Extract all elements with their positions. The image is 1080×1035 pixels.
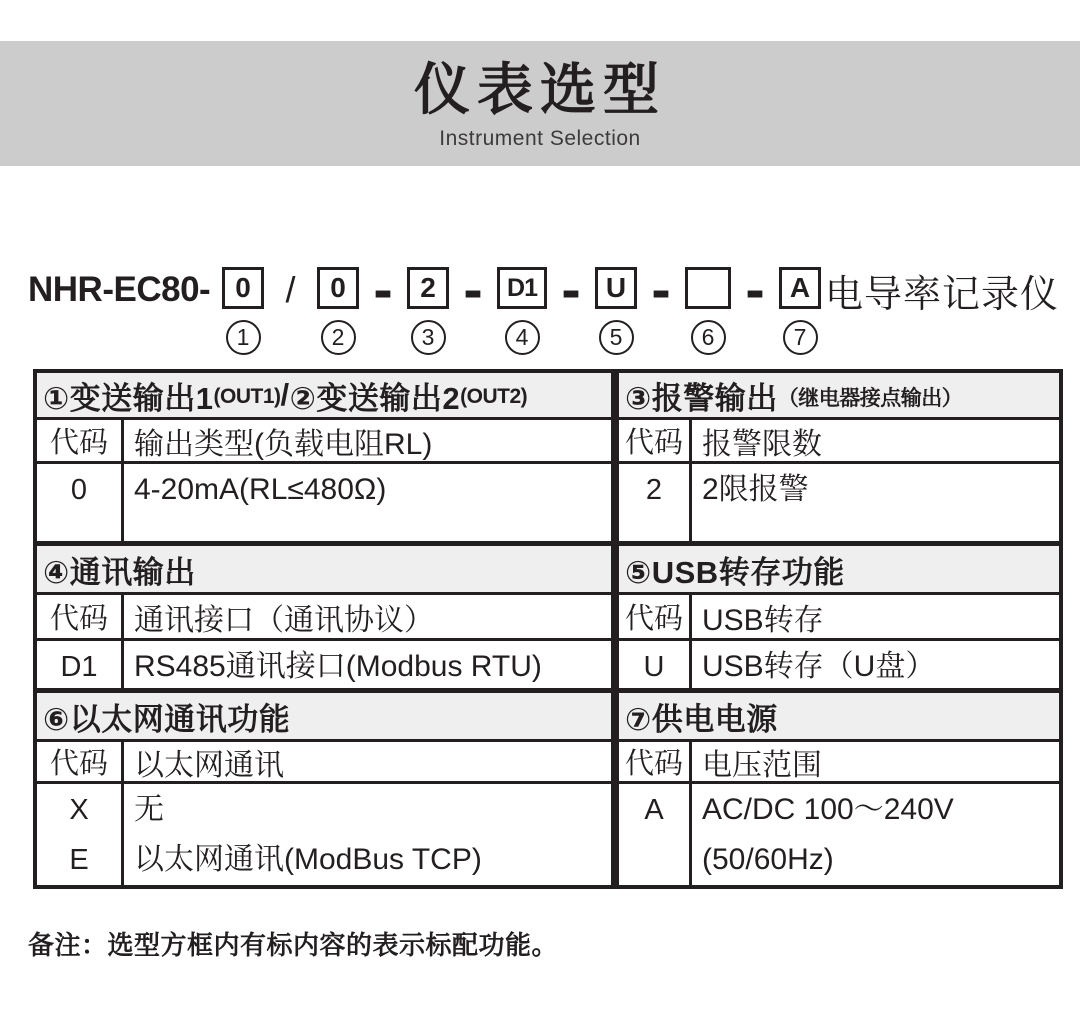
model-separator-slash [264, 267, 317, 313]
option-box-3 [407, 267, 449, 309]
section-communication-output [37, 546, 611, 688]
table-row [619, 461, 1059, 541]
code-cell [37, 464, 124, 541]
code-column-header: 代码 [619, 595, 692, 638]
section-title-communication-output [37, 546, 611, 592]
model-option-7 [779, 267, 821, 355]
model-separator-dash-1: - [373, 257, 393, 322]
section-ethernet [37, 693, 611, 885]
table-right-half [615, 369, 1063, 889]
code-cell [619, 784, 692, 885]
option-box-4-value: D1 [507, 273, 537, 302]
circled-number-4: 4 [505, 320, 540, 355]
title-part-small: （继电器接点输出） [777, 387, 963, 410]
desc-value: 4-20mA(RL≤480Ω) [134, 473, 387, 506]
circled-number-1: 1 [226, 320, 261, 355]
section-title-ethernet [37, 693, 611, 739]
table-row [37, 461, 611, 541]
option-box-5-value: U [605, 272, 627, 303]
desc-value: 以太网通讯(ModBus TCP) [134, 843, 482, 876]
model-separator-dash-4: - [651, 257, 671, 322]
separator-glyph: / [285, 269, 296, 310]
section-title-alarm-output [619, 373, 1059, 417]
table-row [619, 638, 1059, 688]
subheader-row [619, 417, 1059, 461]
header-band [0, 41, 1080, 166]
code-cell [619, 464, 692, 541]
footer-note: 备注：选型方框内有标内容的表示标配功能。 [28, 930, 559, 960]
model-separator-dash-3: - [561, 257, 581, 322]
circled-number-6: 6 [691, 320, 726, 355]
desc-column-header: 报警限数 [702, 427, 822, 461]
model-prefix: NHR-EC80- [28, 270, 211, 309]
title-part: ②变送输出2 [289, 380, 461, 416]
table-row [37, 781, 611, 885]
title-part: ①变送输出1 [43, 380, 214, 416]
section-transmit-output [37, 373, 611, 541]
desc-cell [124, 641, 611, 688]
title-part-small: (OUT2) [460, 385, 528, 408]
model-option-1 [222, 267, 264, 355]
code-cell [619, 641, 692, 688]
desc-value: AC/DC 100～240V [702, 793, 954, 826]
section-title-usb [619, 546, 1059, 592]
code-value: D1 [60, 651, 98, 683]
model-option-2 [317, 267, 359, 355]
title-part: ⑥以太网通讯功能 [43, 701, 291, 737]
desc-value: 无 [134, 793, 164, 826]
code-value: U [643, 651, 665, 683]
code-value: 0 [70, 474, 88, 506]
model-option-5 [595, 267, 637, 355]
page-subtitle: Instrument Selection [439, 127, 641, 150]
desc-column-header: 通讯接口（通讯协议） [134, 603, 434, 637]
title-part: / [280, 377, 290, 412]
code-column-header: 代码 [619, 742, 692, 781]
desc-cell [692, 464, 1059, 541]
model-separator-dash-5: - [745, 257, 765, 322]
option-box-5 [595, 267, 637, 309]
table-row [619, 781, 1059, 885]
subheader-row [619, 592, 1059, 638]
circled-number-5: 5 [599, 320, 634, 355]
subheader-row [37, 739, 611, 781]
desc-value: (50/60Hz) [702, 843, 834, 876]
desc-value: RS485通讯接口(Modbus RTU) [134, 650, 542, 683]
title-part: ③报警输出 [625, 380, 778, 416]
selection-table [33, 369, 1063, 889]
desc-cell [124, 464, 611, 541]
circled-number-7: 7 [783, 320, 818, 355]
code-column-header: 代码 [37, 595, 124, 638]
model-option-6 [685, 267, 731, 355]
desc-column-header: 以太网通讯 [134, 748, 284, 781]
model-option-4 [497, 267, 547, 355]
desc-column-header: 输出类型(负载电阻RL) [134, 427, 433, 461]
page-title: 仪表选型 [414, 58, 666, 121]
code-value: A [644, 794, 664, 826]
option-box-6-empty [685, 267, 731, 309]
title-part: ⑤USB转存功能 [625, 554, 845, 590]
subheader-row [37, 592, 611, 638]
code-value: 2 [645, 474, 663, 506]
section-power-supply [619, 693, 1059, 885]
section-usb [619, 546, 1059, 688]
option-box-2 [317, 267, 359, 309]
code-column-header: 代码 [37, 420, 124, 461]
code-column-header: 代码 [37, 742, 124, 781]
option-box-7-value: A [789, 272, 811, 303]
subheader-row [619, 739, 1059, 781]
title-part: ④通讯输出 [43, 554, 196, 590]
subheader-row [37, 417, 611, 461]
circled-number-3: 3 [411, 320, 446, 355]
option-box-1-value: 0 [235, 272, 251, 303]
option-box-1 [222, 267, 264, 309]
title-part-small: (OUT1) [213, 385, 281, 408]
option-box-4 [497, 267, 547, 309]
code-cell [37, 641, 124, 688]
section-title-transmit-output [37, 373, 611, 417]
desc-value: USB转存（U盘） [702, 650, 936, 683]
option-box-3-value: 2 [420, 272, 436, 303]
model-number-line [28, 257, 1060, 355]
circled-number-2: 2 [321, 320, 356, 355]
table-row [37, 638, 611, 688]
code-cell [37, 784, 124, 885]
model-separator-dash-2: - [463, 257, 483, 322]
desc-column-header: USB转存 [702, 603, 824, 637]
model-suffix: 电导率记录仪 [825, 273, 1060, 316]
option-box-2-value: 0 [330, 272, 346, 303]
code-value: E [69, 844, 89, 876]
section-title-power-supply [619, 693, 1059, 739]
title-part: ⑦供电电源 [625, 701, 778, 737]
code-column-header: 代码 [619, 420, 692, 461]
code-value: X [69, 794, 89, 826]
desc-cell [124, 784, 611, 885]
option-box-7 [779, 267, 821, 309]
desc-cell [692, 784, 1059, 885]
desc-column-header: 电压范围 [702, 748, 822, 781]
model-option-3 [407, 267, 449, 355]
table-left-half [33, 369, 615, 889]
section-alarm-output [619, 373, 1059, 541]
desc-cell [692, 641, 1059, 688]
desc-value: 2限报警 [702, 473, 809, 506]
